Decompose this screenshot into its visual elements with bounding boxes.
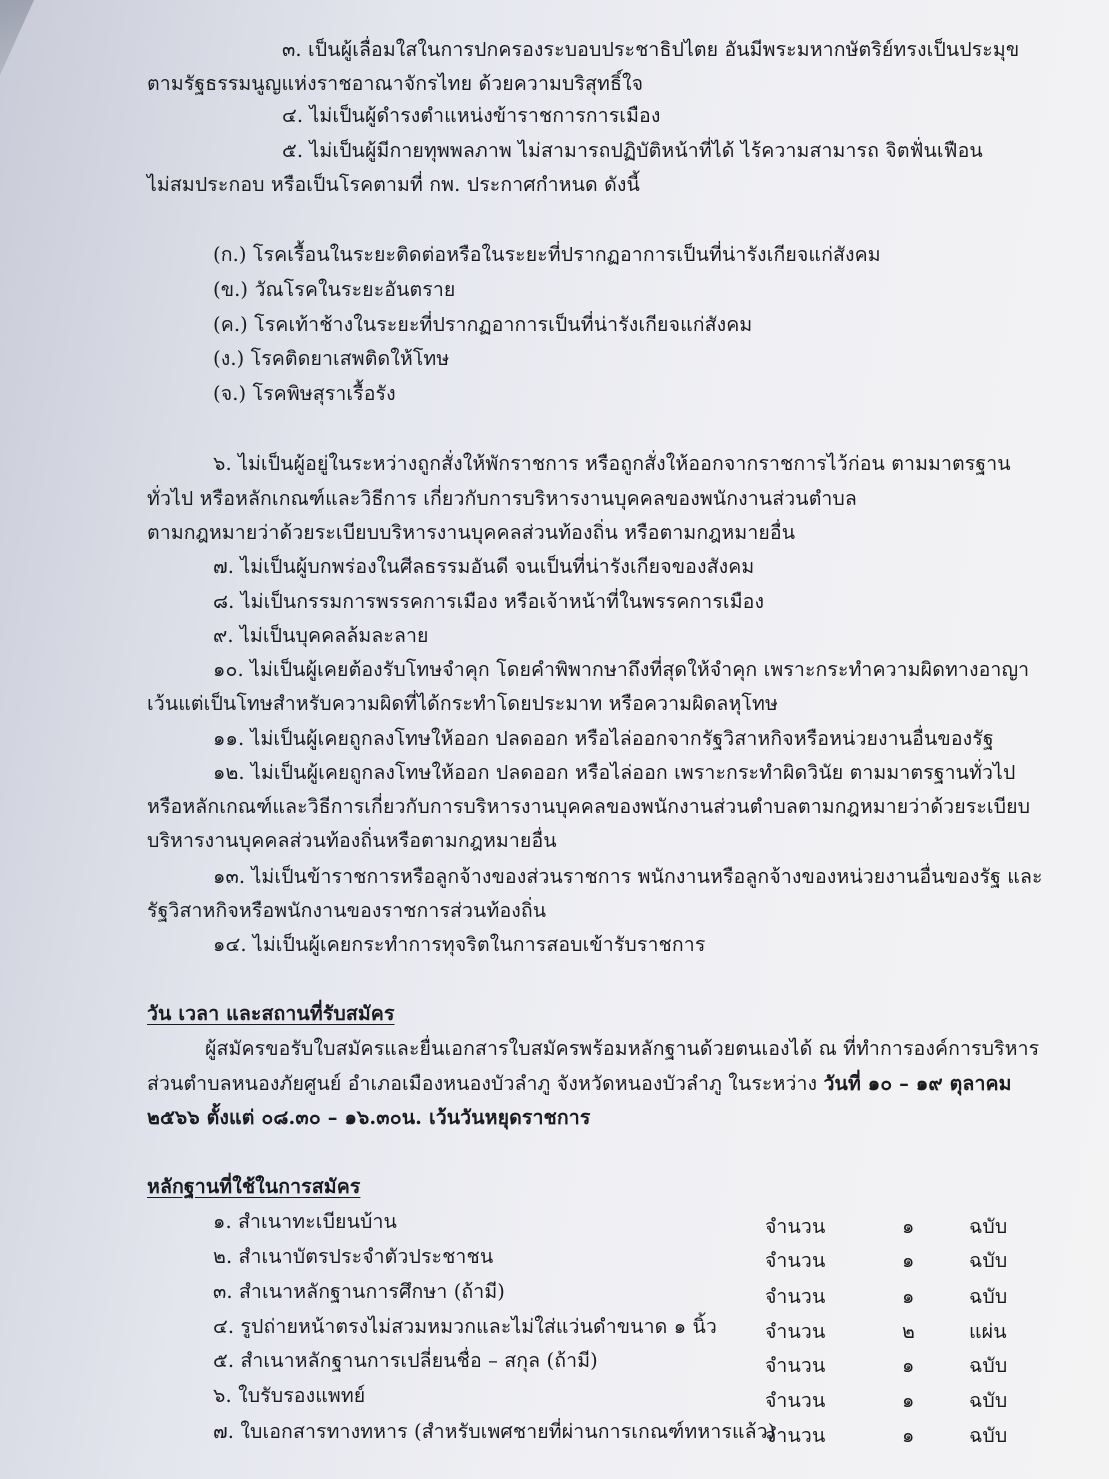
item-3-line-1: ๓. เป็นผู้เลื่อมใสในการปกครองระบอบประชาธิปไตย อันมีพระมหากษัตริย์ทรงเป็นประมุข: [282, 38, 1020, 61]
document-qty-label: จำนวน: [765, 1215, 826, 1238]
document-name: ๖. ใบรับรองแพทย์: [213, 1384, 366, 1407]
document-qty-label: จำนวน: [765, 1389, 826, 1412]
document-qty: ๒: [902, 1320, 915, 1343]
document-qty-label: จำนวน: [765, 1320, 826, 1343]
item-10-line-1: ๑๐. ไม่เป็นผู้เคยต้องรับโทษจำคุก โดยคำพิพากษาถึงที่สุดให้จำคุก เพราะกระทำความผิดทางอาญา: [213, 658, 1030, 681]
document-qty-label: จำนวน: [765, 1424, 826, 1447]
item-12-line-2: หรือหลักเกณฑ์และวิธีการเกี่ยวกับการบริหารงานบุคคลของพนักงานส่วนตำบลตามกฎหมายว่าด้วยระเบียบ: [147, 795, 1031, 818]
item-7: ๗. ไม่เป็นผู้บกพร่องในศีลธรรมอันดี จนเป็นที่น่ารังเกียจของสังคม: [213, 555, 755, 578]
document-unit: ฉบับ: [969, 1354, 1008, 1377]
item-13-line-2: รัฐวิสาหกิจหรือพนักงานของราชการส่วนท้องถิ่น: [147, 899, 547, 922]
document-unit: ฉบับ: [969, 1285, 1008, 1308]
document-unit: ฉบับ: [969, 1249, 1008, 1272]
document-qty: ๑: [902, 1215, 915, 1238]
item-9: ๙. ไม่เป็นบุคคลล้มละลาย: [213, 624, 429, 647]
item-6-line-2: ทั่วไป หรือหลักเกณฑ์และวิธีการ เกี่ยวกับการบริหารงานบุคคลของพนักงานส่วนตำบล: [147, 487, 857, 510]
disease-item: (ก.) โรคเรื้อนในระยะติดต่อหรือในระยะที่ปรากฏอาการเป็นที่น่ารังเกียจแก่สังคม: [213, 243, 881, 266]
document-qty: ๑: [902, 1354, 915, 1377]
document-qty-label: จำนวน: [765, 1285, 826, 1308]
item-14: ๑๔. ไม่เป็นผู้เคยกระทำการทุจริตในการสอบเข้ารับราชการ: [213, 933, 706, 956]
document-qty: ๑: [902, 1285, 915, 1308]
item-12-line-3: บริหารงานบุคคลส่วนท้องถิ่นหรือตามกฎหมายอื่น: [147, 829, 557, 852]
item-8: ๘. ไม่เป็นกรรมการพรรคการเมือง หรือเจ้าหน้าที่ในพรรคการเมือง: [213, 590, 765, 613]
disease-item: (ค.) โรคเท้าช้างในระยะที่ปรากฏอาการเป็นที่น่ารังเกียจแก่สังคม: [213, 313, 753, 336]
apply-paragraph-line-3: ๒๕๖๖ ตั้งแต่ ๐๘.๓๐ – ๑๖.๓๐น. เว้นวันหยุดราชการ: [147, 1106, 591, 1129]
document-unit: ฉบับ: [969, 1389, 1008, 1412]
document-name: ๓. สำเนาหลักฐานการศึกษา (ถ้ามี): [213, 1280, 506, 1303]
apply-heading: วัน เวลา และสถานที่รับสมัคร: [147, 1002, 395, 1025]
document-name: ๕. สำเนาหลักฐานการเปลี่ยนชื่อ – สกุล (ถ้ามี): [213, 1349, 598, 1372]
apply-paragraph-line-2: [147, 1070, 1012, 1098]
item-4: ๔. ไม่เป็นผู้ดำรงตำแหน่งข้าราชการการเมือง: [282, 104, 661, 127]
document-name: ๒. สำเนาบัตรประจำตัวประชาชน: [213, 1245, 494, 1268]
document-qty: ๑: [902, 1389, 915, 1412]
item-12-line-1: ๑๒. ไม่เป็นผู้เคยถูกลงโทษให้ออก ปลดออก หรือไล่ออก เพราะกระทำผิดวินัย ตามมาตรฐานทั่วไป: [213, 761, 1016, 784]
item-6-line-1: ๖. ไม่เป็นผู้อยู่ในระหว่างถูกสั่งให้พักราชการ หรือถูกสั่งให้ออกจากราชการไว้ก่อน ตามมาตรฐาน: [213, 452, 1011, 475]
document-name: ๑. สำเนาทะเบียนบ้าน: [213, 1210, 397, 1233]
disease-item: (ง.) โรคติดยาเสพติดให้โทษ: [213, 347, 450, 370]
apply-paragraph-line-1: ผู้สมัครขอรับใบสมัครและยื่นเอกสารใบสมัครพร้อมหลักฐานด้วยตนเองได้ ณ ที่ทำการองค์การบริหาร: [205, 1037, 1040, 1060]
document-qty-label: จำนวน: [765, 1354, 826, 1377]
document-qty: ๑: [902, 1424, 915, 1447]
item-5-line-2: ไม่สมประกอบ หรือเป็นโรคตามที่ กพ. ประกาศกำหนด ดังนี้: [147, 173, 640, 196]
item-13-line-1: ๑๓. ไม่เป็นข้าราชการหรือลูกจ้างของส่วนราชการ พนักงานหรือลูกจ้างของหน่วยงานอื่นของรัฐ และ: [213, 865, 1043, 888]
documents-heading: หลักฐานที่ใช้ในการสมัคร: [147, 1175, 361, 1198]
disease-item: (ข.) วัณโรคในระยะอันตราย: [213, 278, 456, 301]
item-3-line-2: ตามรัฐธรรมนูญแห่งราชอาณาจักรไทย ด้วยความบริสุทธิ์ใจ: [147, 72, 644, 95]
disease-item: (จ.) โรคพิษสุราเรื้อรัง: [213, 382, 396, 405]
document-name: ๔. รูปถ่ายหน้าตรงไม่สวมหมวกและไม่ใส่แว่นดำขนาด ๑ นิ้ว: [213, 1315, 717, 1338]
item-6-line-3: ตามกฎหมายว่าด้วยระเบียบบริหารงานบุคคลส่วนท้องถิ่น หรือตามกฎหมายอื่น: [147, 521, 796, 544]
document-name: ๗. ใบเอกสารทางทหาร (สำหรับเพศชายที่ผ่านการเกณฑ์ทหารแล้ว): [213, 1420, 776, 1443]
document-unit: ฉบับ: [969, 1424, 1008, 1447]
apply-date-range: วันที่ ๑๐ – ๑๙ ตุลาคม: [823, 1072, 1012, 1095]
document-unit: แผ่น: [969, 1320, 1007, 1343]
document-unit: ฉบับ: [969, 1215, 1008, 1238]
apply-location-text: ส่วนตำบลหนองภัยศูนย์ อำเภอเมืองหนองบัวลำภู จังหวัดหนองบัวลำภู ในระหว่าง: [147, 1072, 824, 1095]
document-qty: ๑: [902, 1249, 915, 1272]
document-qty-label: จำนวน: [765, 1249, 826, 1272]
item-11: ๑๑. ไม่เป็นผู้เคยถูกลงโทษให้ออก ปลดออก หรือไล่ออกจากรัฐวิสาหกิจหรือหน่วยงานอื่นของรัฐ: [213, 727, 994, 750]
item-5-line-1: ๕. ไม่เป็นผู้มีกายทุพพลภาพ ไม่สามารถปฏิบัติหน้าที่ได้ ไร้ความสามารถ จิตฟั่นเฟือน: [282, 139, 983, 162]
item-10-line-2: เว้นแต่เป็นโทษสำหรับความผิดที่ได้กระทำโดยประมาท หรือความผิดลหุโทษ: [147, 692, 778, 715]
